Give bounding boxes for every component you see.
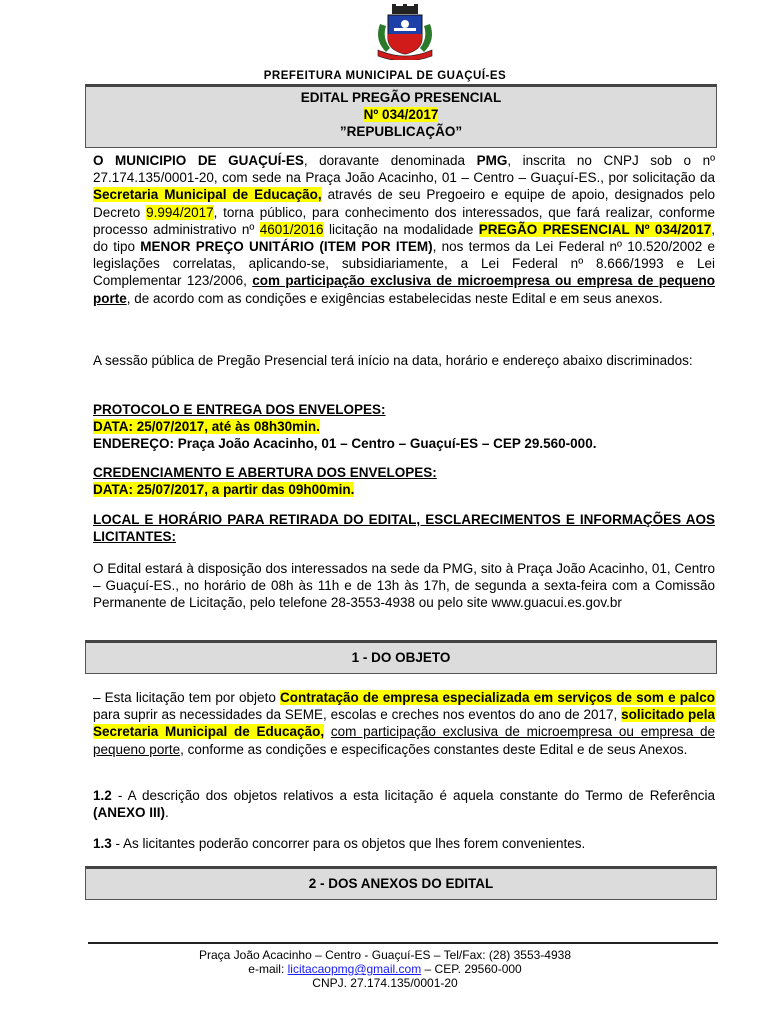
intro-paragraph: O MUNICIPIO DE GUAÇUÍ-ES, doravante denominada PMG, inscrita no CNPJ sob o nº 27.174.135/0001-20, com sede na Praça João Acacinho, 01 – Centro – Guaçuí-ES., por solicitação da Secretaria Municipal de Educação, através de seu Pregoeiro e equipe de apoio, designados pelo Decreto 9.994/2017, torna público, para conhecimento dos interessados, que fará realizar, conforme processo administrativo nº 4601/2016 licitação na modalidade PREGÃO PRESENCIAL Nº 034/2017, do tipo MENOR PREÇO UNITÁRIO (ITEM POR ITEM), nos termos da Lei Federal nº 10.520/2002 e legislações correlatas, aplicando-se, subsidiariamente, a Lei Federal nº 8.666/1993 e Lei Complementar 123/2006, com participação exclusiva de microempresa ou empresa de pequeno porte, de acordo com as condições e exigências estabelecidas neste Edital e em seus anexos. xyxy=(93,153,716,306)
session-paragraph: A sessão pública de Pregão Presencial terá início na data, horário e endereço abaixo discriminados: xyxy=(93,353,693,368)
email-link[interactable]: licitacaopmg@gmail.com xyxy=(287,962,422,976)
section-2-heading: 2 - DOS ANEXOS DO EDITAL xyxy=(85,866,717,900)
footer-email-line: e-mail: licitacaopmg@gmail.com – CEP. 29560-000 xyxy=(248,962,522,976)
item-1-3: 1.3 - As licitantes poderão concorrer para os objetos que lhes forem convenientes. xyxy=(93,836,586,851)
edital-number: Nº 034/2017 xyxy=(363,107,439,122)
protocol-heading: PROTOCOLO E ENTREGA DOS ENVELOPES: xyxy=(93,402,386,417)
protocol-date: DATA: 25/07/2017, até às 08h30min. xyxy=(93,419,320,435)
item-1-2: 1.2 - A descrição dos objetos relativos a esta licitação é aquela constante do Termo de Referência (ANEXO III). xyxy=(93,788,715,821)
local-paragraph: O Edital estará à disposição dos interessados na sede da PMG, sito à Praça João Acacinho, 01, Centro – Guaçuí-ES., no horário de 08h às 11h e de 13h às 17h, de segunda a sexta-feira com a Comissão Permanente de Licitação, pelo telefone 28-3553-4938 ou pelo site www.guacui.es.gov.br xyxy=(93,561,715,611)
municipal-coat-of-arms-icon xyxy=(372,4,438,60)
edital-title-box xyxy=(85,84,717,148)
local-heading: LOCAL E HORÁRIO PARA RETIRADA DO EDITAL, ESCLARECIMENTOS E INFORMAÇÕES AOS LICITANTES: xyxy=(93,512,715,545)
object-paragraph: – Esta licitação tem por objeto Contratação de empresa especializada em serviços de som e palco para suprir as necessidades da SEME, escolas e creches nos eventos do ano de 2017, solicitado pela Secretaria Municipal de Educação, com participação exclusiva de microempresa ou empresa de pequeno porte, conforme as condições e especificações constantes deste Edital e de seus Anexos. xyxy=(93,690,715,757)
footer-address: Praça João Acacinho – Centro - Guaçuí-ES – Tel/Fax: (28) 3553-4938 xyxy=(199,948,571,962)
protocol-address: ENDEREÇO: Praça João Acacinho, 01 – Centro – Guaçuí-ES – CEP 29.560-000. xyxy=(93,436,597,452)
section-1-heading: 1 - DO OBJETO xyxy=(85,640,717,674)
credenciamento-heading: CREDENCIAMENTO E ABERTURA DOS ENVELOPES: xyxy=(93,465,437,480)
republication-label: ”REPUBLICAÇÃO” xyxy=(339,124,463,139)
prefecture-name: PREFEITURA MUNICIPAL DE GUAÇUÍ-ES xyxy=(263,70,507,82)
protocol-block xyxy=(93,401,715,453)
credenciamento-block xyxy=(93,464,715,498)
edital-title: EDITAL PREGÃO PRESENCIAL xyxy=(300,90,502,105)
footer-divider xyxy=(88,942,718,944)
footer xyxy=(0,948,770,990)
footer-cnpj: CNPJ. 27.174.135/0001-20 xyxy=(312,976,458,990)
credenciamento-date: DATA: 25/07/2017, a partir das 09h00min. xyxy=(93,482,355,498)
